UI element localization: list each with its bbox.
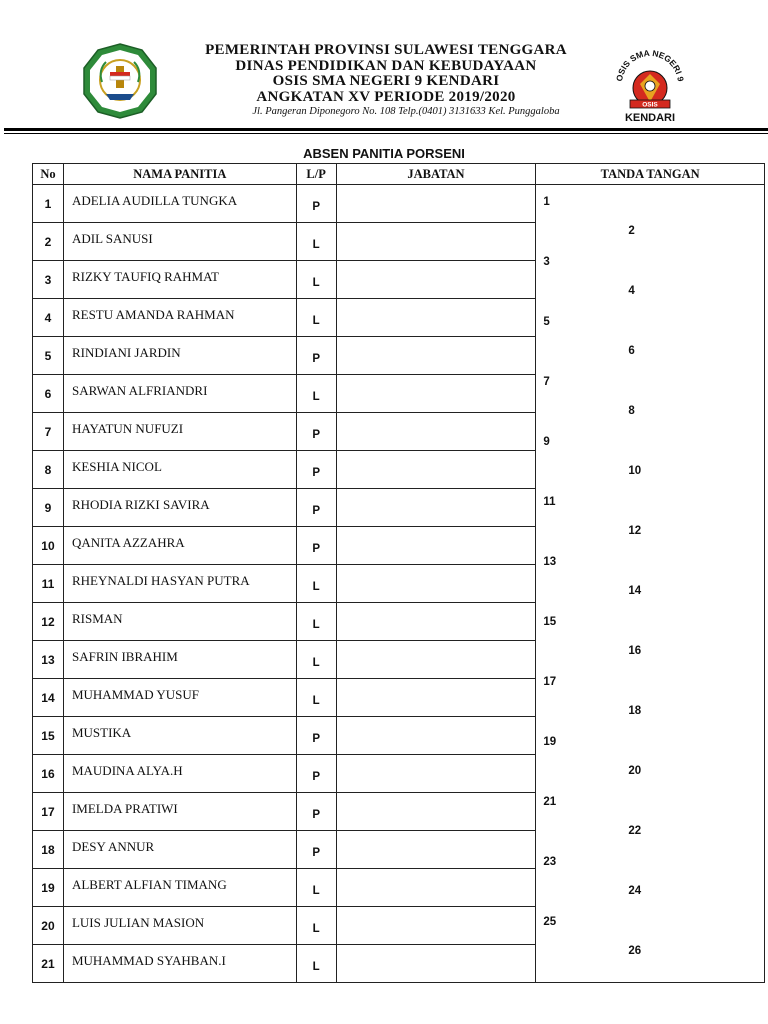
row-gender: P — [296, 451, 336, 489]
row-jabatan-cell[interactable] — [336, 375, 536, 413]
row-jabatan-cell[interactable] — [336, 907, 536, 945]
row-gender: L — [296, 375, 336, 413]
row-number: 13 — [33, 641, 64, 679]
row-number: 10 — [33, 527, 64, 565]
row-number: 16 — [33, 755, 64, 793]
row-name: RIZKY TAUFIQ RAHMAT — [63, 261, 296, 299]
row-jabatan-cell[interactable] — [336, 489, 536, 527]
row-jabatan-cell[interactable] — [336, 793, 536, 831]
signature-column[interactable] — [536, 185, 765, 983]
signature-number: 23 — [543, 856, 557, 868]
row-name: SAFRIN IBRAHIM — [63, 641, 296, 679]
row-number: 9 — [33, 489, 64, 527]
row-name: KESHIA NICOL — [63, 451, 296, 489]
letterhead-rule-thick — [4, 128, 768, 131]
row-number: 6 — [33, 375, 64, 413]
row-number: 14 — [33, 679, 64, 717]
row-gender: P — [296, 337, 336, 375]
header-signature: TANDA TANGAN — [536, 164, 765, 185]
row-number: 12 — [33, 603, 64, 641]
signature-number: 16 — [628, 645, 642, 657]
row-name: HAYATUN NUFUZI — [63, 413, 296, 451]
signature-number: 2 — [628, 225, 635, 237]
row-jabatan-cell[interactable] — [336, 831, 536, 869]
row-name: RHEYNALDI HASYAN PUTRA — [63, 565, 296, 603]
row-number: 7 — [33, 413, 64, 451]
row-jabatan-cell[interactable] — [336, 451, 536, 489]
letterhead-address: Jl. Pangeran Diponegoro No. 108 Telp.(0401) 3131633 Kel. Punggaloba — [252, 106, 560, 117]
row-jabatan-cell[interactable] — [336, 185, 536, 223]
logo-arc-text: OSIS SMA NEGERI 9 — [614, 47, 686, 83]
row-gender: L — [296, 565, 336, 603]
row-gender: L — [296, 679, 336, 717]
attendance-table — [32, 163, 765, 983]
row-gender: L — [296, 945, 336, 983]
row-name: RESTU AMANDA RAHMAN — [63, 299, 296, 337]
header-lp: L/P — [296, 164, 336, 185]
row-number: 4 — [33, 299, 64, 337]
signature-number: 13 — [543, 556, 557, 568]
row-number: 15 — [33, 717, 64, 755]
signature-number: 5 — [543, 316, 550, 328]
row-gender: P — [296, 717, 336, 755]
letterhead-line-1: PEMERINTAH PROVINSI SULAWESI TENGGARA — [205, 42, 567, 58]
row-number: 1 — [33, 185, 64, 223]
row-gender: L — [296, 223, 336, 261]
row-jabatan-cell[interactable] — [336, 945, 536, 983]
letterhead — [180, 43, 592, 117]
row-jabatan-cell[interactable] — [336, 679, 536, 717]
row-jabatan-cell[interactable] — [336, 755, 536, 793]
row-number: 8 — [33, 451, 64, 489]
row-jabatan-cell[interactable] — [336, 527, 536, 565]
signature-number: 19 — [543, 736, 557, 748]
row-jabatan-cell[interactable] — [336, 223, 536, 261]
signature-number: 22 — [628, 825, 642, 837]
signature-number: 4 — [628, 285, 635, 297]
row-gender: L — [296, 907, 336, 945]
province-emblem-logo — [80, 42, 160, 120]
row-gender: L — [296, 603, 336, 641]
row-name: DESY ANNUR — [63, 831, 296, 869]
row-gender: L — [296, 641, 336, 679]
row-jabatan-cell[interactable] — [336, 869, 536, 907]
signature-number: 21 — [543, 796, 557, 808]
signature-number: 25 — [543, 916, 557, 928]
row-number: 3 — [33, 261, 64, 299]
row-name: IMELDA PRATIWI — [63, 793, 296, 831]
document-title: ABSEN PANITIA PORSENI — [303, 146, 465, 161]
letterhead-rule-thin — [4, 133, 768, 134]
row-name: RHODIA RIZKI SAVIRA — [63, 489, 296, 527]
row-number: 18 — [33, 831, 64, 869]
row-name: SARWAN ALFRIANDRI — [63, 375, 296, 413]
logo-bottom-text: KENDARI — [624, 112, 676, 124]
row-name: MUHAMMAD YUSUF — [63, 679, 296, 717]
table-row — [33, 185, 765, 223]
row-gender: L — [296, 261, 336, 299]
row-name: ALBERT ALFIAN TIMANG — [63, 869, 296, 907]
signature-number: 12 — [628, 525, 642, 537]
row-number: 17 — [33, 793, 64, 831]
table-header-row — [33, 164, 765, 185]
header-name: NAMA PANITIA — [63, 164, 296, 185]
signature-number: 20 — [628, 765, 642, 777]
signature-number: 7 — [543, 376, 550, 388]
signature-number: 10 — [628, 465, 642, 477]
signature-number: 6 — [628, 345, 635, 357]
signature-number: 11 — [543, 496, 556, 508]
row-gender: P — [296, 755, 336, 793]
row-name: MUSTIKA — [63, 717, 296, 755]
letterhead-line-3: OSIS SMA NEGERI 9 KENDARI — [272, 73, 500, 89]
row-number: 5 — [33, 337, 64, 375]
letterhead-line-2: DINAS PENDIDIKAN DAN KEBUDAYAAN — [235, 57, 537, 74]
row-name: MAUDINA ALYA.H — [63, 755, 296, 793]
row-number: 11 — [33, 565, 64, 603]
row-name: LUIS JULIAN MASION — [63, 907, 296, 945]
letterhead-line-4: ANGKATAN XV PERIODE 2019/2020 — [256, 88, 516, 105]
row-jabatan-cell[interactable] — [336, 565, 536, 603]
row-number: 21 — [33, 945, 64, 983]
row-name: QANITA AZZAHRA — [63, 527, 296, 565]
signature-number: 9 — [543, 436, 550, 448]
row-gender: L — [296, 299, 336, 337]
row-jabatan-cell[interactable] — [336, 261, 536, 299]
signature-number: 14 — [628, 585, 642, 597]
row-jabatan-cell[interactable] — [336, 299, 536, 337]
row-gender: P — [296, 413, 336, 451]
row-gender: L — [296, 869, 336, 907]
row-gender: P — [296, 831, 336, 869]
signature-number: 15 — [543, 616, 557, 628]
row-gender: P — [296, 793, 336, 831]
header-no: No — [33, 164, 64, 185]
row-gender: P — [296, 185, 336, 223]
row-jabatan-cell[interactable] — [336, 717, 536, 755]
row-name: RISMAN — [63, 603, 296, 641]
header-jabatan: JABATAN — [336, 164, 536, 185]
row-name: ADIL SANUSI — [63, 223, 296, 261]
row-name: MUHAMMAD SYAHBAN.I — [63, 945, 296, 983]
signature-number: 17 — [543, 676, 557, 688]
signature-number: 3 — [543, 256, 550, 268]
signature-number: 1 — [543, 196, 550, 208]
row-name: RINDIANI JARDIN — [63, 337, 296, 375]
osis-emblem-logo — [608, 44, 692, 128]
row-number: 19 — [33, 869, 64, 907]
signature-number: 8 — [628, 405, 635, 417]
row-jabatan-cell[interactable] — [336, 603, 536, 641]
signature-number: 26 — [628, 945, 642, 957]
signature-number: 24 — [628, 885, 642, 897]
row-number: 2 — [33, 223, 64, 261]
row-jabatan-cell[interactable] — [336, 337, 536, 375]
logo-band-text: OSIS — [642, 101, 658, 109]
row-number: 20 — [33, 907, 64, 945]
row-jabatan-cell[interactable] — [336, 641, 536, 679]
row-gender: P — [296, 489, 336, 527]
row-gender: P — [296, 527, 336, 565]
signature-number: 18 — [628, 705, 642, 717]
row-jabatan-cell[interactable] — [336, 413, 536, 451]
row-name: ADELIA AUDILLA TUNGKA — [63, 185, 296, 223]
